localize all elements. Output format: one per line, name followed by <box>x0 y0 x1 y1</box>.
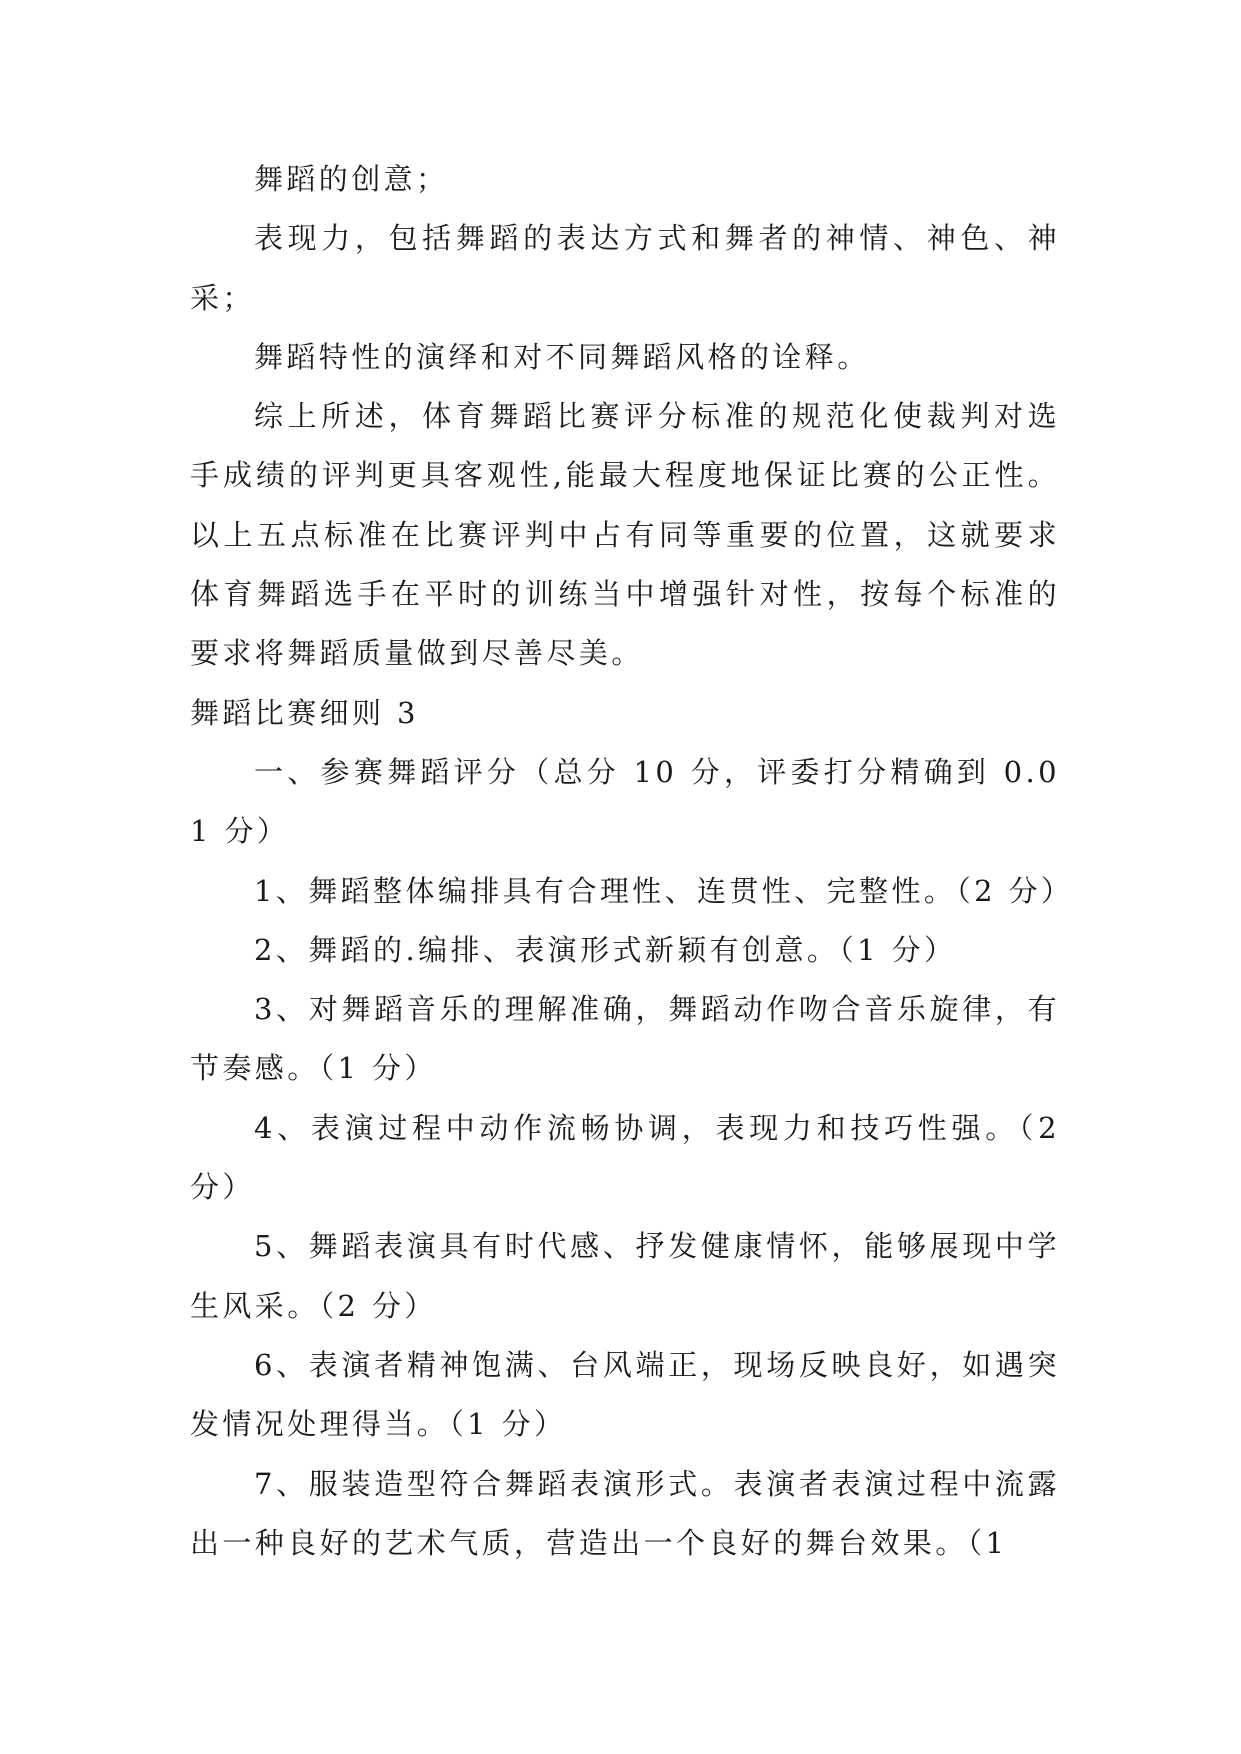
rule-item-7: 7、服装造型符合舞蹈表演形式。表演者表演过程中流露出一种良好的艺术气质，营造出一个良好的舞台效果。（1 <box>190 1466 1060 1560</box>
paragraph-interpretation: 舞蹈特性的演绎和对不同舞蹈风格的诠释。 <box>254 339 870 374</box>
rule-item-5: 5、舞蹈表演具有时代感、抒发健康情怀，能够展现中学生风采。（2 分） <box>190 1229 1060 1323</box>
rule-item-4: 4、表演过程中动作流畅协调，表现力和技巧性强。（2 分） <box>190 1110 1060 1205</box>
paragraph-summary: 综上所述，体育舞蹈比赛评分标准的规范化使裁判对选手成绩的评判更具客观性,能最大程度地保证比赛的公正性。以上五点标准在比赛评判中占有同等重要的位置，这就要求体育舞蹈选手在平时的训练当中增强针对性，按每个标准的要求将舞蹈质量做到尽善尽美。 <box>190 399 1060 671</box>
paragraph-creativity: 舞蹈的创意； <box>254 162 449 196</box>
paragraph-expressiveness: 表现力，包括舞蹈的表达方式和舞者的神情、神色、神采； <box>190 221 1060 315</box>
rule-item-1: 1、舞蹈整体编排具有合理性、连贯性、完整性。（2 分） <box>254 873 1074 908</box>
document-body <box>190 150 1074 1573</box>
section-heading: 舞蹈比赛细则 3 <box>190 695 419 730</box>
rule-item-2: 2、舞蹈的.编排、表演形式新颖有创意。（1 分） <box>254 932 957 967</box>
rule-item-6: 6、表演者精神饱满、台风端正，现场反映良好，如遇突发情况处理得当。（1 分） <box>190 1347 1060 1442</box>
rule-item-3: 3、对舞蹈音乐的理解准确，舞蹈动作吻合音乐旋律，有节奏感。（1 分） <box>190 992 1060 1086</box>
rule-scoring-intro: 一、参赛舞蹈评分（总分 10 分，评委打分精确到 0.01 分） <box>190 754 1060 849</box>
